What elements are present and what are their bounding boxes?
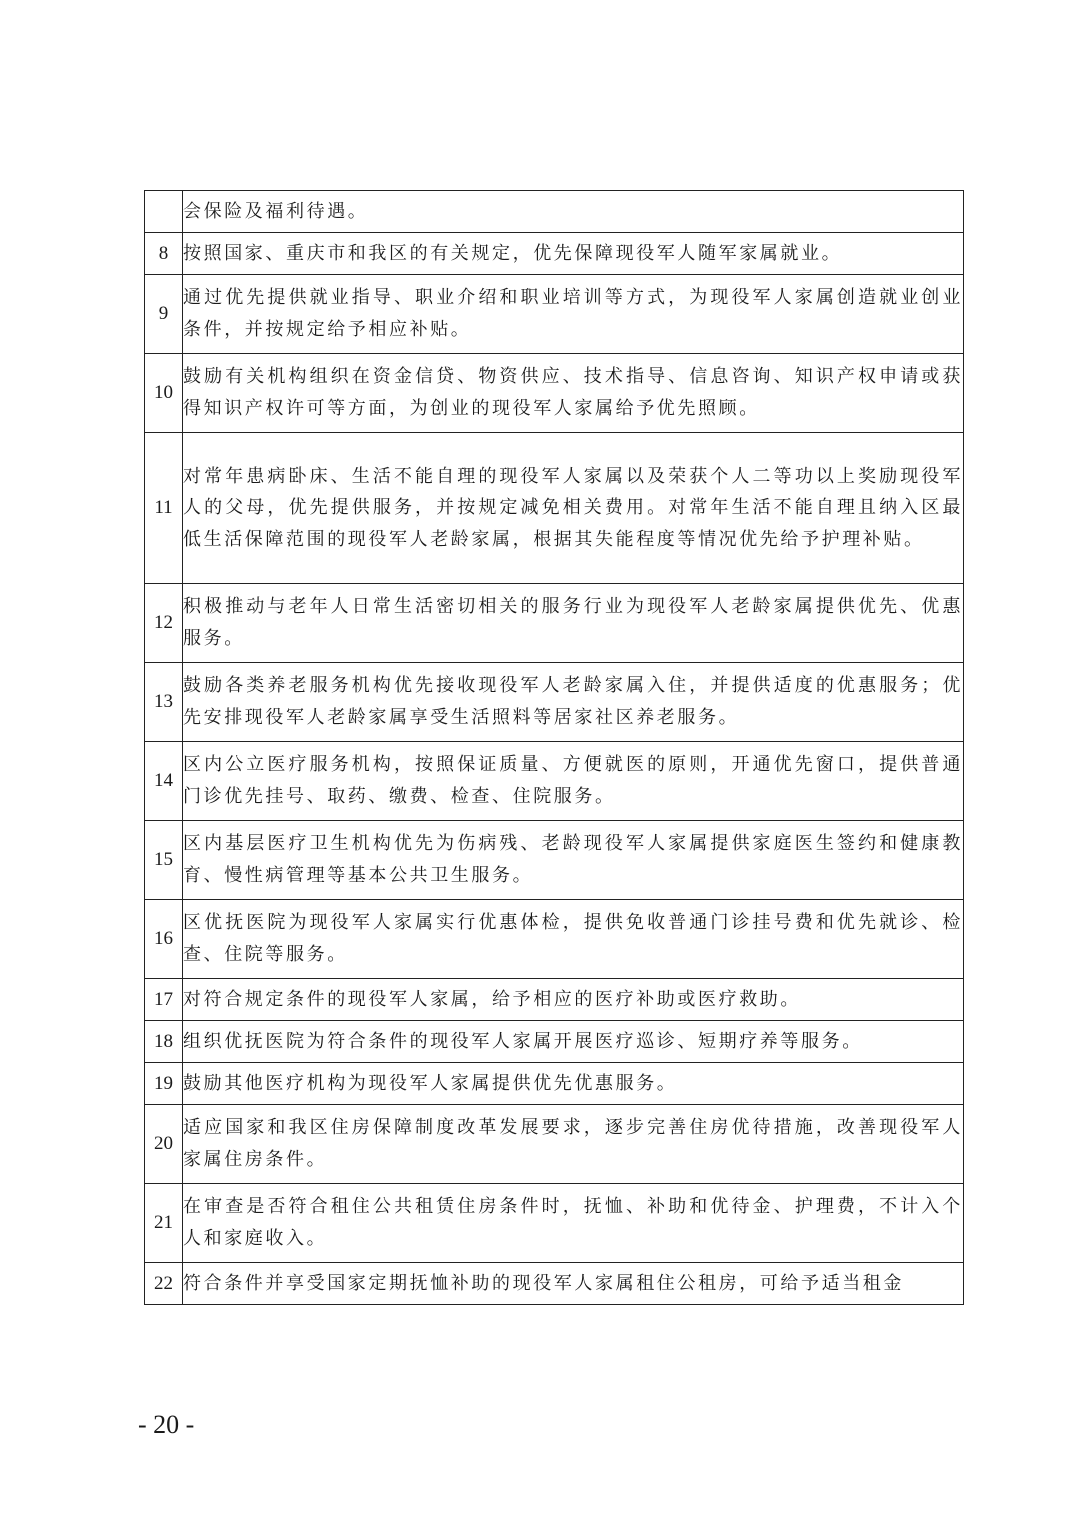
row-number: 22 xyxy=(145,1263,183,1305)
row-number: 16 xyxy=(145,900,183,979)
table-row xyxy=(145,663,964,742)
row-content: 按照国家、重庆市和我区的有关规定，优先保障现役军人随军家属就业。 xyxy=(183,233,964,275)
row-content: 在审查是否符合租住公共租赁住房条件时，抚恤、补助和优待金、护理费，不计入个人和家庭收入。 xyxy=(183,1184,964,1263)
row-content: 区内公立医疗服务机构，按照保证质量、方便就医的原则，开通优先窗口，提供普通门诊优先挂号、取药、缴费、检查、住院服务。 xyxy=(183,742,964,821)
row-content: 符合条件并享受国家定期抚恤补助的现役军人家属租住公租房，可给予适当租金 xyxy=(183,1263,964,1305)
table-row xyxy=(145,354,964,433)
row-content: 适应国家和我区住房保障制度改革发展要求，逐步完善住房优待措施，改善现役军人家属住房条件。 xyxy=(183,1105,964,1184)
table-row xyxy=(145,742,964,821)
row-number: 14 xyxy=(145,742,183,821)
row-content: 组织优抚医院为符合条件的现役军人家属开展医疗巡诊、短期疗养等服务。 xyxy=(183,1021,964,1063)
table-row xyxy=(145,191,964,233)
row-content: 对符合规定条件的现役军人家属，给予相应的医疗补助或医疗救助。 xyxy=(183,979,964,1021)
row-content: 积极推动与老年人日常生活密切相关的服务行业为现役军人老龄家属提供优先、优惠服务。 xyxy=(183,584,964,663)
preferential-measures-table xyxy=(144,190,964,1305)
table-row xyxy=(145,900,964,979)
row-content: 鼓励其他医疗机构为现役军人家属提供优先优惠服务。 xyxy=(183,1063,964,1105)
row-number: 9 xyxy=(145,275,183,354)
page-number: - 20 - xyxy=(138,1410,195,1439)
row-number: 15 xyxy=(145,821,183,900)
row-content: 区内基层医疗卫生机构优先为伤病残、老龄现役军人家属提供家庭医生签约和健康教育、慢性病管理等基本公共卫生服务。 xyxy=(183,821,964,900)
row-content: 区优抚医院为现役军人家属实行优惠体检，提供免收普通门诊挂号费和优先就诊、检查、住院等服务。 xyxy=(183,900,964,979)
table-body xyxy=(145,191,964,1305)
row-content: 鼓励有关机构组织在资金信贷、物资供应、技术指导、信息咨询、知识产权申请或获得知识产权许可等方面，为创业的现役军人家属给予优先照顾。 xyxy=(183,354,964,433)
row-number: 11 xyxy=(145,433,183,584)
table-row xyxy=(145,433,964,584)
row-content: 对常年患病卧床、生活不能自理的现役军人家属以及荣获个人二等功以上奖励现役军人的父母，优先提供服务，并按规定减免相关费用。对常年生活不能自理且纳入区最低生活保障范围的现役军人老龄家属，根据其失能程度等情况优先给予护理补贴。 xyxy=(183,433,964,584)
row-number: 21 xyxy=(145,1184,183,1263)
row-number: 19 xyxy=(145,1063,183,1105)
table-row xyxy=(145,1063,964,1105)
row-content: 会保险及福利待遇。 xyxy=(183,191,964,233)
table-row xyxy=(145,1184,964,1263)
table-row xyxy=(145,233,964,275)
row-number: 8 xyxy=(145,233,183,275)
table-row xyxy=(145,275,964,354)
table-row xyxy=(145,1105,964,1184)
row-number: 10 xyxy=(145,354,183,433)
table-row xyxy=(145,979,964,1021)
row-number xyxy=(145,191,183,233)
row-number: 18 xyxy=(145,1021,183,1063)
table-row xyxy=(145,1021,964,1063)
row-content: 通过优先提供就业指导、职业介绍和职业培训等方式，为现役军人家属创造就业创业条件，并按规定给予相应补贴。 xyxy=(183,275,964,354)
row-number: 20 xyxy=(145,1105,183,1184)
row-content: 鼓励各类养老服务机构优先接收现役军人老龄家属入住，并提供适度的优惠服务；优先安排现役军人老龄家属享受生活照料等居家社区养老服务。 xyxy=(183,663,964,742)
row-number: 17 xyxy=(145,979,183,1021)
row-number: 13 xyxy=(145,663,183,742)
table-row xyxy=(145,821,964,900)
row-number: 12 xyxy=(145,584,183,663)
table-row xyxy=(145,1263,964,1305)
table-row xyxy=(145,584,964,663)
